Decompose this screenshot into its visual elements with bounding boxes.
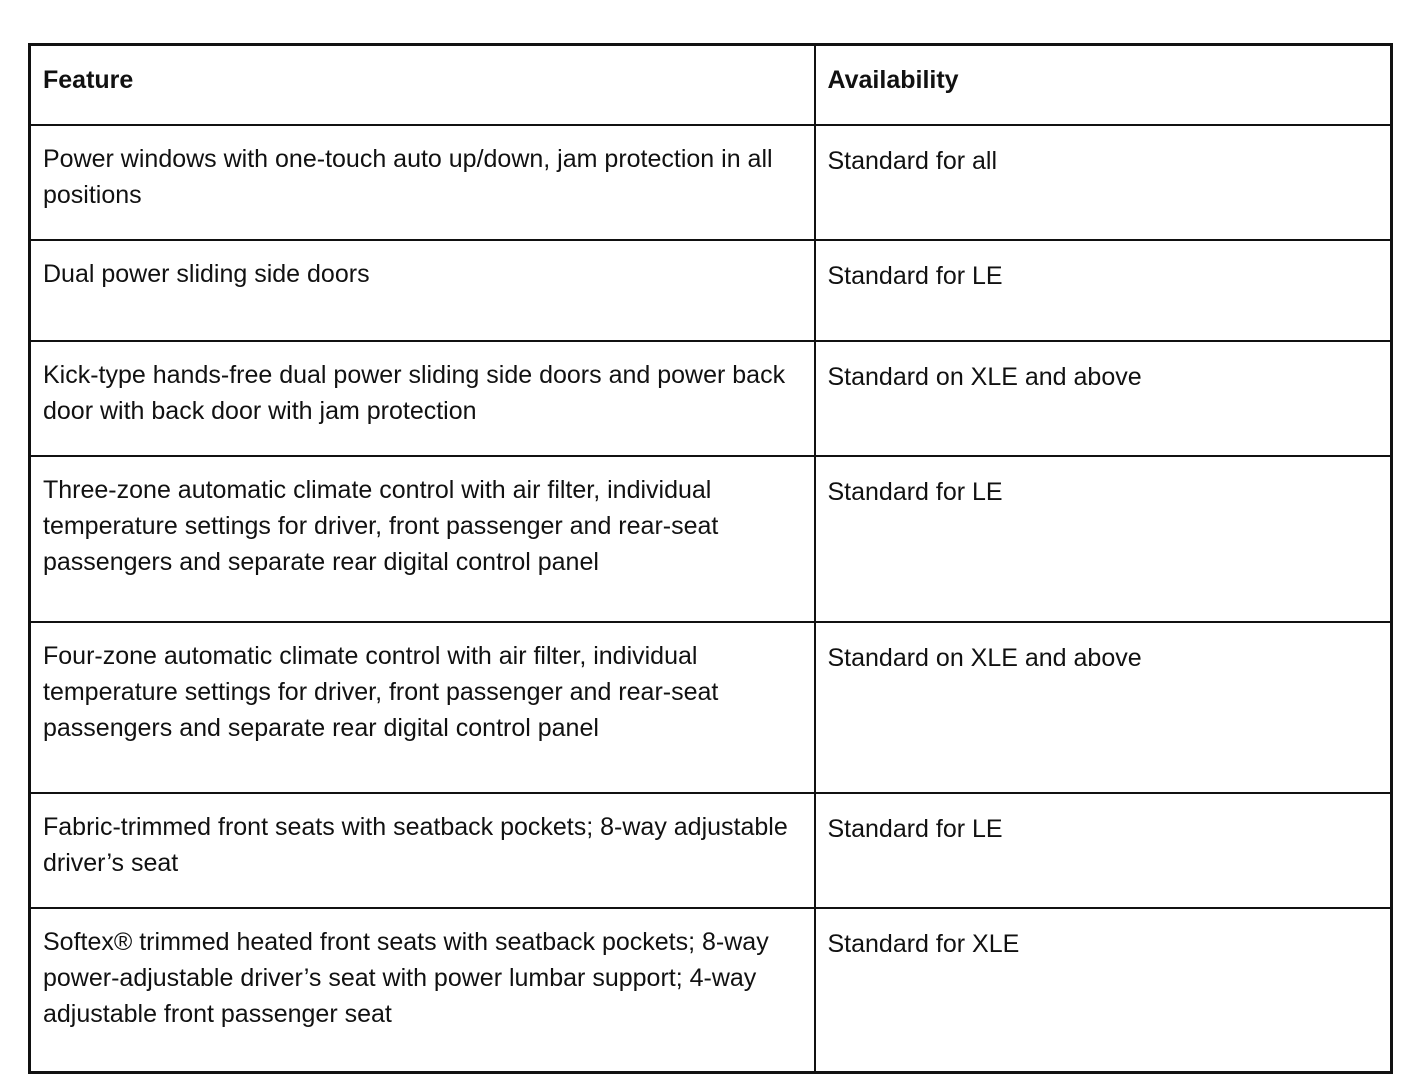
table-row [30, 341, 1392, 456]
table-row [30, 125, 1392, 240]
feature-cell: Power windows with one-touch auto up/down, jam protection in all positions [30, 125, 815, 240]
column-header-feature: Feature [30, 45, 815, 126]
feature-cell: Three-zone automatic climate control with air filter, individual temperature settings for driver, front passenger and rear-seat passengers and separate rear digital control panel [30, 456, 815, 622]
table-row [30, 456, 1392, 622]
availability-cell: Standard for all [815, 125, 1392, 240]
feature-cell: Softex® trimmed heated front seats with seatback pockets; 8-way power-adjustable driver’s seat with power lumbar support; 4-way adjustable front passenger seat [30, 908, 815, 1073]
availability-cell: Standard on XLE and above [815, 341, 1392, 456]
availability-cell: Standard for LE [815, 793, 1392, 908]
feature-cell: Kick-type hands-free dual power sliding side doors and power back door with back door with jam protection [30, 341, 815, 456]
feature-availability-table [28, 43, 1393, 1074]
availability-cell: Standard for LE [815, 456, 1392, 622]
table-row [30, 240, 1392, 341]
availability-cell: Standard on XLE and above [815, 622, 1392, 793]
availability-cell: Standard for LE [815, 240, 1392, 341]
table-header-row [30, 45, 1392, 126]
table-row [30, 622, 1392, 793]
table-row [30, 908, 1392, 1073]
table-row [30, 793, 1392, 908]
feature-cell: Dual power sliding side doors [30, 240, 815, 341]
feature-cell: Fabric-trimmed front seats with seatback pockets; 8-way adjustable driver’s seat [30, 793, 815, 908]
column-header-availability: Availability [815, 45, 1392, 126]
feature-cell: Four-zone automatic climate control with air filter, individual temperature settings for driver, front passenger and rear-seat passengers and separate rear digital control panel [30, 622, 815, 793]
availability-cell: Standard for XLE [815, 908, 1392, 1073]
